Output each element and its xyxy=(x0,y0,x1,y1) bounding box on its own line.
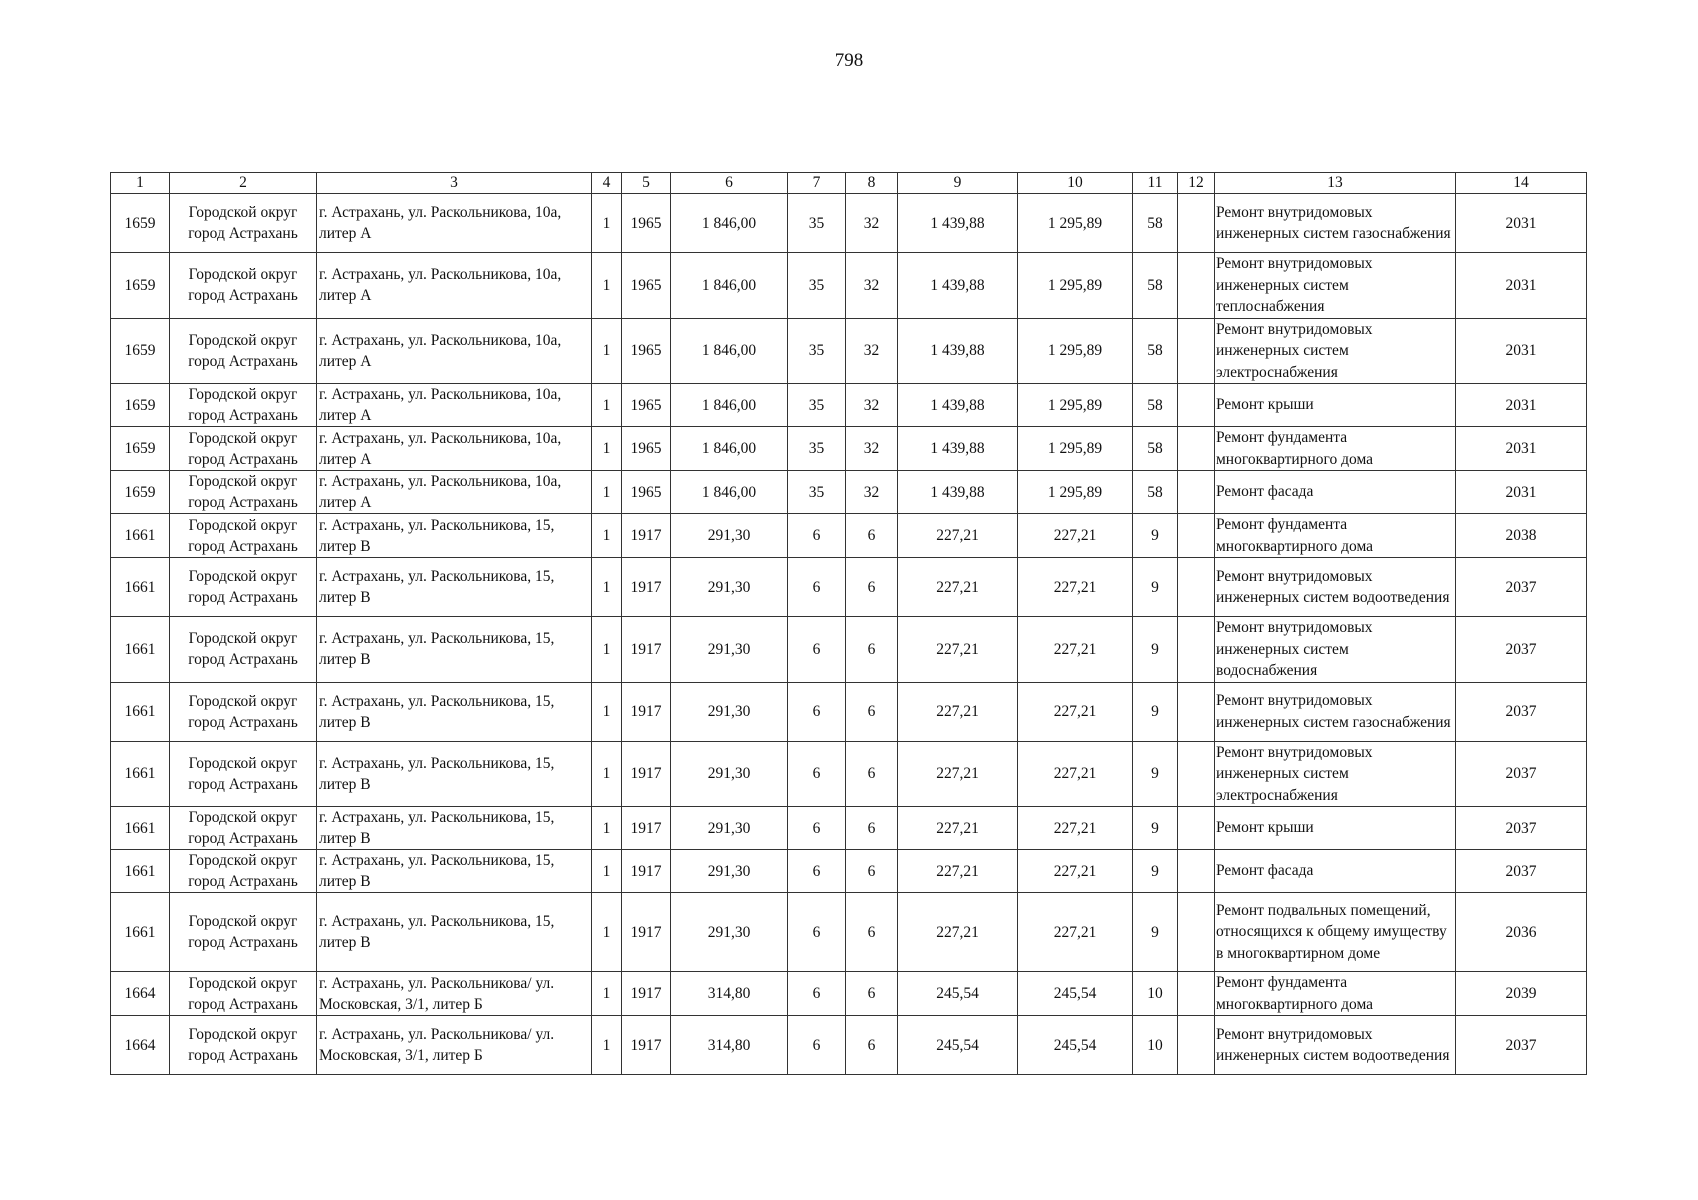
cell-col-6: 1 846,00 xyxy=(671,194,788,253)
cell-col-6: 291,30 xyxy=(671,850,788,893)
cell-col-12 xyxy=(1178,850,1215,893)
cell-col-8: 32 xyxy=(846,253,898,319)
cell-col-4: 1 xyxy=(592,471,622,514)
table-row xyxy=(111,471,1587,514)
cell-year: 1917 xyxy=(622,741,671,807)
table-row xyxy=(111,850,1587,893)
cell-address: г. Астрахань, ул. Раскольникова, 10а, литер А xyxy=(317,318,592,384)
cell-planned-year: 2038 xyxy=(1456,514,1587,558)
cell-col-6: 291,30 xyxy=(671,558,788,617)
cell-col-9: 227,21 xyxy=(898,893,1018,972)
cell-year: 1965 xyxy=(622,253,671,319)
cell-col-11: 58 xyxy=(1133,471,1178,514)
cell-col-4: 1 xyxy=(592,617,622,683)
cell-col-8: 6 xyxy=(846,1016,898,1075)
cell-col-11: 9 xyxy=(1133,558,1178,617)
cell-row-number: 1659 xyxy=(111,471,170,514)
cell-row-number: 1659 xyxy=(111,194,170,253)
cell-col-12 xyxy=(1178,558,1215,617)
cell-year: 1917 xyxy=(622,807,671,850)
cell-col-9: 227,21 xyxy=(898,617,1018,683)
cell-col-9: 227,21 xyxy=(898,682,1018,741)
cell-planned-year: 2037 xyxy=(1456,807,1587,850)
cell-col-9: 1 439,88 xyxy=(898,253,1018,319)
cell-col-9: 1 439,88 xyxy=(898,384,1018,427)
cell-col-8: 32 xyxy=(846,194,898,253)
cell-col-9: 227,21 xyxy=(898,514,1018,558)
cell-col-10: 245,54 xyxy=(1018,972,1133,1016)
column-header-10: 10 xyxy=(1018,173,1133,194)
column-header-11: 11 xyxy=(1133,173,1178,194)
cell-work-type: Ремонт крыши xyxy=(1215,807,1456,850)
cell-col-10: 1 295,89 xyxy=(1018,253,1133,319)
cell-work-type: Ремонт внутридомовых инженерных систем водоотведения xyxy=(1215,1016,1456,1075)
cell-planned-year: 2031 xyxy=(1456,471,1587,514)
cell-planned-year: 2031 xyxy=(1456,427,1587,471)
cell-col-10: 227,21 xyxy=(1018,682,1133,741)
cell-col-4: 1 xyxy=(592,807,622,850)
cell-year: 1917 xyxy=(622,514,671,558)
cell-col-4: 1 xyxy=(592,253,622,319)
table-body xyxy=(111,194,1587,1075)
table-row xyxy=(111,682,1587,741)
cell-col-12 xyxy=(1178,194,1215,253)
column-header-13: 13 xyxy=(1215,173,1456,194)
cell-col-11: 9 xyxy=(1133,617,1178,683)
cell-municipality: Городской округ город Астрахань xyxy=(170,893,317,972)
register-table xyxy=(110,172,1587,1075)
cell-row-number: 1661 xyxy=(111,741,170,807)
cell-col-7: 6 xyxy=(788,1016,846,1075)
cell-municipality: Городской округ город Астрахань xyxy=(170,514,317,558)
cell-planned-year: 2031 xyxy=(1456,253,1587,319)
cell-col-6: 314,80 xyxy=(671,1016,788,1075)
cell-col-6: 291,30 xyxy=(671,807,788,850)
column-header-5: 5 xyxy=(622,173,671,194)
cell-col-7: 6 xyxy=(788,850,846,893)
cell-col-7: 6 xyxy=(788,972,846,1016)
cell-col-12 xyxy=(1178,514,1215,558)
cell-col-11: 9 xyxy=(1133,807,1178,850)
cell-col-4: 1 xyxy=(592,514,622,558)
column-header-3: 3 xyxy=(317,173,592,194)
cell-col-12 xyxy=(1178,741,1215,807)
cell-address: г. Астрахань, ул. Раскольникова, 15, литер В xyxy=(317,558,592,617)
table-row xyxy=(111,318,1587,384)
cell-planned-year: 2037 xyxy=(1456,617,1587,683)
cell-year: 1917 xyxy=(622,617,671,683)
cell-col-4: 1 xyxy=(592,558,622,617)
cell-col-11: 58 xyxy=(1133,194,1178,253)
table-row xyxy=(111,617,1587,683)
cell-planned-year: 2037 xyxy=(1456,741,1587,807)
column-header-12: 12 xyxy=(1178,173,1215,194)
cell-municipality: Городской округ город Астрахань xyxy=(170,617,317,683)
cell-municipality: Городской округ город Астрахань xyxy=(170,558,317,617)
cell-address: г. Астрахань, ул. Раскольникова, 15, литер В xyxy=(317,850,592,893)
cell-col-11: 58 xyxy=(1133,253,1178,319)
column-header-6: 6 xyxy=(671,173,788,194)
cell-col-6: 291,30 xyxy=(671,617,788,683)
cell-row-number: 1664 xyxy=(111,972,170,1016)
cell-municipality: Городской округ город Астрахань xyxy=(170,682,317,741)
cell-col-8: 6 xyxy=(846,617,898,683)
cell-col-10: 1 295,89 xyxy=(1018,427,1133,471)
cell-year: 1917 xyxy=(622,558,671,617)
cell-row-number: 1661 xyxy=(111,893,170,972)
column-header-1: 1 xyxy=(111,173,170,194)
cell-col-8: 6 xyxy=(846,514,898,558)
cell-col-7: 6 xyxy=(788,807,846,850)
cell-address: г. Астрахань, ул. Раскольникова, 15, литер В xyxy=(317,893,592,972)
cell-address: г. Астрахань, ул. Раскольникова, 15, литер В xyxy=(317,617,592,683)
cell-year: 1965 xyxy=(622,194,671,253)
cell-municipality: Городской округ город Астрахань xyxy=(170,850,317,893)
cell-row-number: 1661 xyxy=(111,617,170,683)
cell-municipality: Городской округ город Астрахань xyxy=(170,807,317,850)
cell-col-10: 1 295,89 xyxy=(1018,318,1133,384)
cell-col-10: 227,21 xyxy=(1018,514,1133,558)
cell-row-number: 1661 xyxy=(111,682,170,741)
cell-work-type: Ремонт фундамента многоквартирного дома xyxy=(1215,514,1456,558)
cell-year: 1917 xyxy=(622,850,671,893)
cell-municipality: Городской округ город Астрахань xyxy=(170,1016,317,1075)
cell-work-type: Ремонт внутридомовых инженерных систем водоотведения xyxy=(1215,558,1456,617)
cell-work-type: Ремонт крыши xyxy=(1215,384,1456,427)
table-row xyxy=(111,427,1587,471)
cell-col-9: 1 439,88 xyxy=(898,318,1018,384)
cell-work-type: Ремонт фундамента многоквартирного дома xyxy=(1215,427,1456,471)
cell-row-number: 1661 xyxy=(111,850,170,893)
cell-col-7: 6 xyxy=(788,558,846,617)
cell-col-12 xyxy=(1178,807,1215,850)
cell-col-8: 6 xyxy=(846,893,898,972)
cell-planned-year: 2037 xyxy=(1456,558,1587,617)
table-row xyxy=(111,384,1587,427)
table-row xyxy=(111,807,1587,850)
cell-address: г. Астрахань, ул. Раскольникова, 10а, литер А xyxy=(317,471,592,514)
cell-col-12 xyxy=(1178,1016,1215,1075)
cell-col-12 xyxy=(1178,384,1215,427)
cell-col-4: 1 xyxy=(592,972,622,1016)
cell-year: 1917 xyxy=(622,1016,671,1075)
cell-col-11: 58 xyxy=(1133,384,1178,427)
table-row xyxy=(111,253,1587,319)
cell-col-9: 227,21 xyxy=(898,558,1018,617)
cell-col-10: 227,21 xyxy=(1018,850,1133,893)
table-row xyxy=(111,741,1587,807)
cell-municipality: Городской округ город Астрахань xyxy=(170,741,317,807)
cell-col-11: 58 xyxy=(1133,427,1178,471)
cell-planned-year: 2031 xyxy=(1456,384,1587,427)
cell-col-10: 227,21 xyxy=(1018,617,1133,683)
cell-col-4: 1 xyxy=(592,427,622,471)
cell-work-type: Ремонт внутридомовых инженерных систем теплоснабжения xyxy=(1215,253,1456,319)
cell-col-4: 1 xyxy=(592,893,622,972)
cell-year: 1917 xyxy=(622,893,671,972)
cell-col-10: 245,54 xyxy=(1018,1016,1133,1075)
cell-col-12 xyxy=(1178,972,1215,1016)
cell-col-12 xyxy=(1178,471,1215,514)
cell-col-6: 1 846,00 xyxy=(671,318,788,384)
cell-col-10: 1 295,89 xyxy=(1018,194,1133,253)
cell-address: г. Астрахань, ул. Раскольникова, 10а, литер А xyxy=(317,253,592,319)
cell-work-type: Ремонт внутридомовых инженерных систем газоснабжения xyxy=(1215,682,1456,741)
cell-col-6: 1 846,00 xyxy=(671,384,788,427)
cell-address: г. Астрахань, ул. Раскольникова/ ул. Московская, 3/1, литер Б xyxy=(317,1016,592,1075)
cell-municipality: Городской округ город Астрахань xyxy=(170,972,317,1016)
cell-planned-year: 2036 xyxy=(1456,893,1587,972)
cell-col-11: 9 xyxy=(1133,741,1178,807)
cell-col-12 xyxy=(1178,253,1215,319)
cell-col-7: 35 xyxy=(788,253,846,319)
cell-address: г. Астрахань, ул. Раскольникова, 15, литер В xyxy=(317,741,592,807)
cell-col-6: 1 846,00 xyxy=(671,427,788,471)
cell-col-12 xyxy=(1178,893,1215,972)
header-row xyxy=(111,173,1587,194)
cell-col-9: 1 439,88 xyxy=(898,194,1018,253)
cell-address: г. Астрахань, ул. Раскольникова/ ул. Московская, 3/1, литер Б xyxy=(317,972,592,1016)
cell-row-number: 1659 xyxy=(111,427,170,471)
cell-col-4: 1 xyxy=(592,318,622,384)
cell-municipality: Городской округ город Астрахань xyxy=(170,384,317,427)
cell-municipality: Городской округ город Астрахань xyxy=(170,194,317,253)
cell-col-8: 6 xyxy=(846,558,898,617)
cell-col-6: 291,30 xyxy=(671,514,788,558)
cell-work-type: Ремонт фасада xyxy=(1215,471,1456,514)
cell-col-9: 227,21 xyxy=(898,807,1018,850)
cell-col-4: 1 xyxy=(592,682,622,741)
cell-col-9: 1 439,88 xyxy=(898,427,1018,471)
cell-col-10: 1 295,89 xyxy=(1018,384,1133,427)
cell-address: г. Астрахань, ул. Раскольникова, 15, литер В xyxy=(317,514,592,558)
cell-col-4: 1 xyxy=(592,850,622,893)
cell-col-8: 32 xyxy=(846,427,898,471)
cell-planned-year: 2037 xyxy=(1456,850,1587,893)
cell-row-number: 1661 xyxy=(111,558,170,617)
cell-col-10: 227,21 xyxy=(1018,558,1133,617)
cell-planned-year: 2037 xyxy=(1456,1016,1587,1075)
cell-col-9: 1 439,88 xyxy=(898,471,1018,514)
cell-col-7: 6 xyxy=(788,893,846,972)
table-row xyxy=(111,514,1587,558)
cell-row-number: 1659 xyxy=(111,384,170,427)
cell-col-12 xyxy=(1178,682,1215,741)
cell-col-11: 9 xyxy=(1133,850,1178,893)
column-header-4: 4 xyxy=(592,173,622,194)
cell-col-6: 1 846,00 xyxy=(671,253,788,319)
column-header-8: 8 xyxy=(846,173,898,194)
cell-col-12 xyxy=(1178,427,1215,471)
cell-col-6: 291,30 xyxy=(671,893,788,972)
cell-col-6: 291,30 xyxy=(671,682,788,741)
cell-municipality: Городской округ город Астрахань xyxy=(170,253,317,319)
cell-col-4: 1 xyxy=(592,194,622,253)
cell-planned-year: 2039 xyxy=(1456,972,1587,1016)
cell-col-11: 9 xyxy=(1133,893,1178,972)
cell-col-11: 10 xyxy=(1133,972,1178,1016)
table-row xyxy=(111,972,1587,1016)
column-header-9: 9 xyxy=(898,173,1018,194)
cell-col-7: 35 xyxy=(788,384,846,427)
cell-planned-year: 2037 xyxy=(1456,682,1587,741)
cell-year: 1965 xyxy=(622,471,671,514)
page-number: 798 xyxy=(834,50,864,71)
cell-work-type: Ремонт фасада xyxy=(1215,850,1456,893)
cell-col-7: 35 xyxy=(788,427,846,471)
cell-col-9: 245,54 xyxy=(898,1016,1018,1075)
cell-row-number: 1661 xyxy=(111,514,170,558)
cell-year: 1965 xyxy=(622,384,671,427)
column-header-14: 14 xyxy=(1456,173,1587,194)
cell-col-4: 1 xyxy=(592,741,622,807)
cell-col-8: 6 xyxy=(846,972,898,1016)
cell-col-7: 35 xyxy=(788,471,846,514)
cell-address: г. Астрахань, ул. Раскольникова, 15, литер В xyxy=(317,682,592,741)
cell-work-type: Ремонт внутридомовых инженерных систем водоснабжения xyxy=(1215,617,1456,683)
cell-col-12 xyxy=(1178,318,1215,384)
cell-col-6: 1 846,00 xyxy=(671,471,788,514)
cell-col-8: 6 xyxy=(846,741,898,807)
cell-year: 1965 xyxy=(622,318,671,384)
cell-col-10: 227,21 xyxy=(1018,893,1133,972)
cell-col-4: 1 xyxy=(592,1016,622,1075)
cell-col-8: 32 xyxy=(846,318,898,384)
table-row xyxy=(111,558,1587,617)
cell-col-8: 6 xyxy=(846,807,898,850)
cell-col-11: 10 xyxy=(1133,1016,1178,1075)
cell-col-11: 58 xyxy=(1133,318,1178,384)
cell-year: 1917 xyxy=(622,682,671,741)
cell-col-8: 6 xyxy=(846,682,898,741)
cell-col-8: 6 xyxy=(846,850,898,893)
cell-col-7: 6 xyxy=(788,514,846,558)
table-row xyxy=(111,1016,1587,1075)
cell-work-type: Ремонт внутридомовых инженерных систем газоснабжения xyxy=(1215,194,1456,253)
cell-planned-year: 2031 xyxy=(1456,194,1587,253)
cell-col-7: 6 xyxy=(788,682,846,741)
cell-municipality: Городской округ город Астрахань xyxy=(170,318,317,384)
cell-col-7: 6 xyxy=(788,741,846,807)
cell-municipality: Городской округ город Астрахань xyxy=(170,427,317,471)
cell-address: г. Астрахань, ул. Раскольникова, 10а, литер А xyxy=(317,194,592,253)
cell-col-10: 227,21 xyxy=(1018,807,1133,850)
cell-row-number: 1659 xyxy=(111,253,170,319)
cell-col-10: 1 295,89 xyxy=(1018,471,1133,514)
cell-address: г. Астрахань, ул. Раскольникова, 10а, литер А xyxy=(317,427,592,471)
cell-col-4: 1 xyxy=(592,384,622,427)
table-row xyxy=(111,893,1587,972)
cell-col-12 xyxy=(1178,617,1215,683)
column-header-7: 7 xyxy=(788,173,846,194)
cell-col-6: 314,80 xyxy=(671,972,788,1016)
cell-planned-year: 2031 xyxy=(1456,318,1587,384)
cell-col-10: 227,21 xyxy=(1018,741,1133,807)
cell-work-type: Ремонт внутридомовых инженерных систем электроснабжения xyxy=(1215,741,1456,807)
cell-col-7: 35 xyxy=(788,318,846,384)
cell-col-11: 9 xyxy=(1133,514,1178,558)
cell-col-7: 35 xyxy=(788,194,846,253)
cell-row-number: 1661 xyxy=(111,807,170,850)
cell-col-7: 6 xyxy=(788,617,846,683)
cell-col-9: 227,21 xyxy=(898,741,1018,807)
cell-col-9: 227,21 xyxy=(898,850,1018,893)
cell-col-11: 9 xyxy=(1133,682,1178,741)
cell-year: 1965 xyxy=(622,427,671,471)
cell-col-8: 32 xyxy=(846,384,898,427)
cell-col-9: 245,54 xyxy=(898,972,1018,1016)
column-header-2: 2 xyxy=(170,173,317,194)
cell-row-number: 1659 xyxy=(111,318,170,384)
cell-work-type: Ремонт подвальных помещений, относящихся к общему имуществу в многоквартирном доме xyxy=(1215,893,1456,972)
table-row xyxy=(111,194,1587,253)
cell-work-type: Ремонт внутридомовых инженерных систем электроснабжения xyxy=(1215,318,1456,384)
cell-work-type: Ремонт фундамента многоквартирного дома xyxy=(1215,972,1456,1016)
cell-address: г. Астрахань, ул. Раскольникова, 15, литер В xyxy=(317,807,592,850)
cell-row-number: 1664 xyxy=(111,1016,170,1075)
cell-col-6: 291,30 xyxy=(671,741,788,807)
cell-municipality: Городской округ город Астрахань xyxy=(170,471,317,514)
cell-year: 1917 xyxy=(622,972,671,1016)
table-header xyxy=(111,173,1587,194)
cell-col-8: 32 xyxy=(846,471,898,514)
cell-address: г. Астрахань, ул. Раскольникова, 10а, литер А xyxy=(317,384,592,427)
